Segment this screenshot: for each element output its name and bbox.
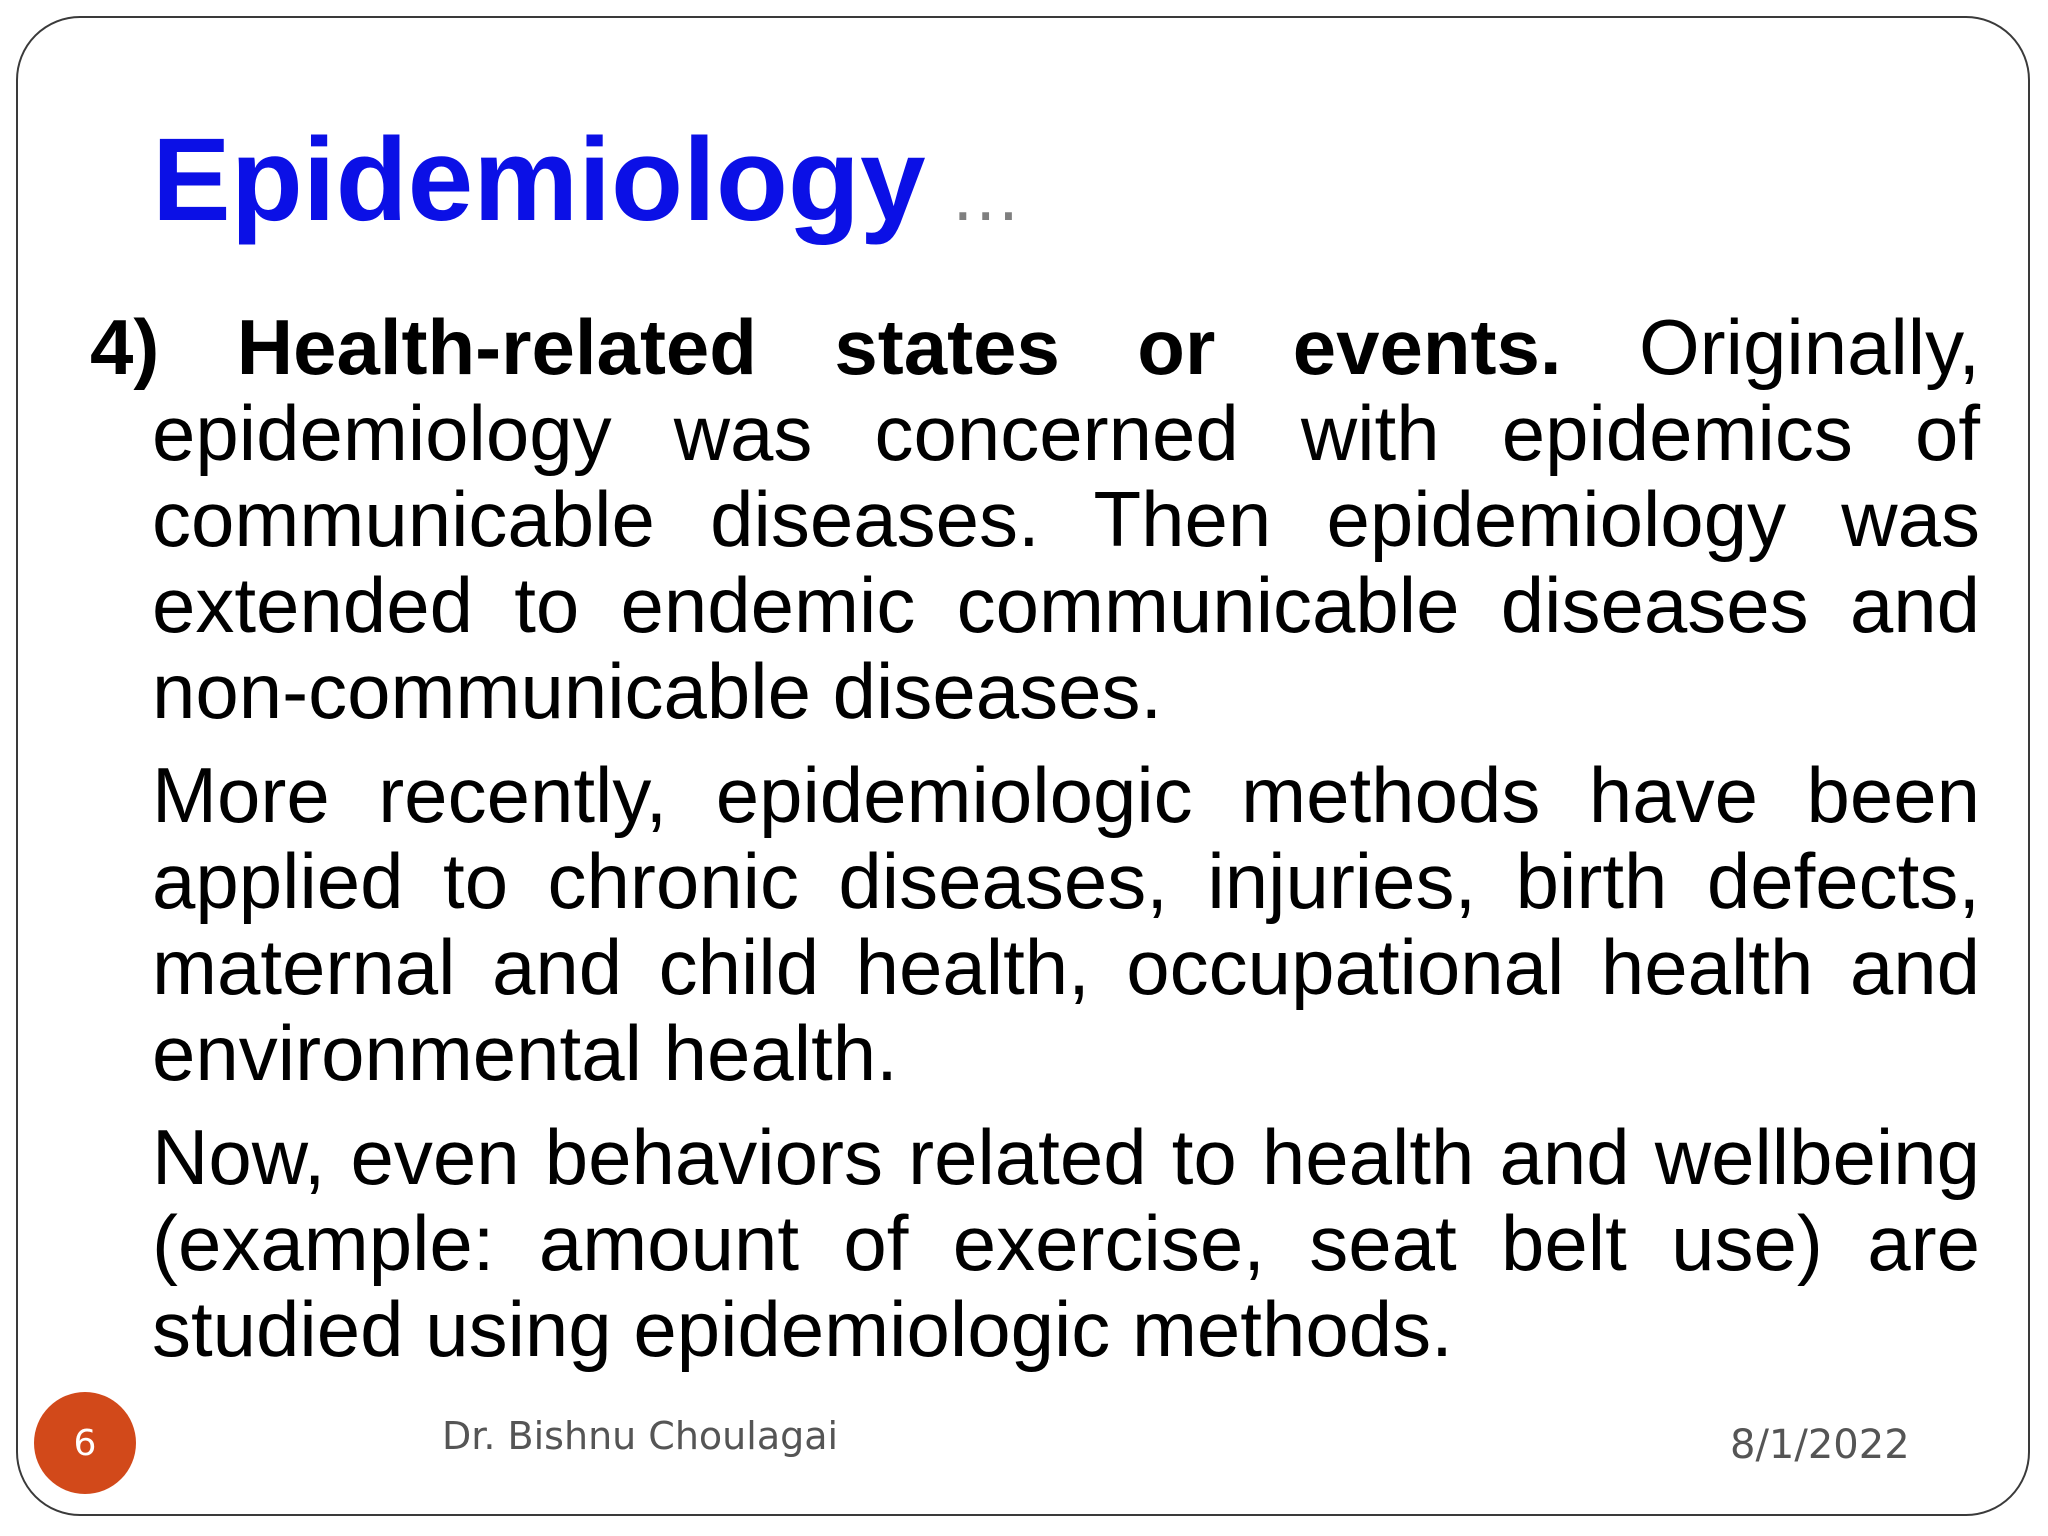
paragraph-1-text: Originally, epidemiology was concerned with epidemics of communicable diseases. Then epidemiology was extended to endemic communicable diseases and non-communicable diseases. bbox=[152, 303, 1980, 735]
paragraph-3: Now, even behaviors related to health and wellbeing (example: amount of exercise, seat belt use) are studied using epidemiologic methods. bbox=[152, 1113, 1980, 1373]
footer-author: Dr. Bishnu Choulagai bbox=[442, 1414, 839, 1458]
paragraph-2: More recently, epidemiologic methods have been applied to chronic diseases, injuries, birth defects, maternal and child health, occupational health and environmental health. bbox=[152, 751, 1980, 1097]
page-number-badge: 6 bbox=[34, 1392, 136, 1494]
slide-title: Epidemiology bbox=[152, 114, 926, 246]
footer-date: 8/1/2022 bbox=[1730, 1422, 1910, 1468]
title-ellipsis: … bbox=[949, 156, 1026, 236]
paragraph-1 bbox=[90, 304, 1980, 734]
slide-body bbox=[90, 304, 1980, 1372]
title-row bbox=[152, 112, 1026, 248]
paragraph-1-heading: 4) Health-related states or events. bbox=[90, 303, 1562, 391]
slide bbox=[16, 16, 2030, 1516]
